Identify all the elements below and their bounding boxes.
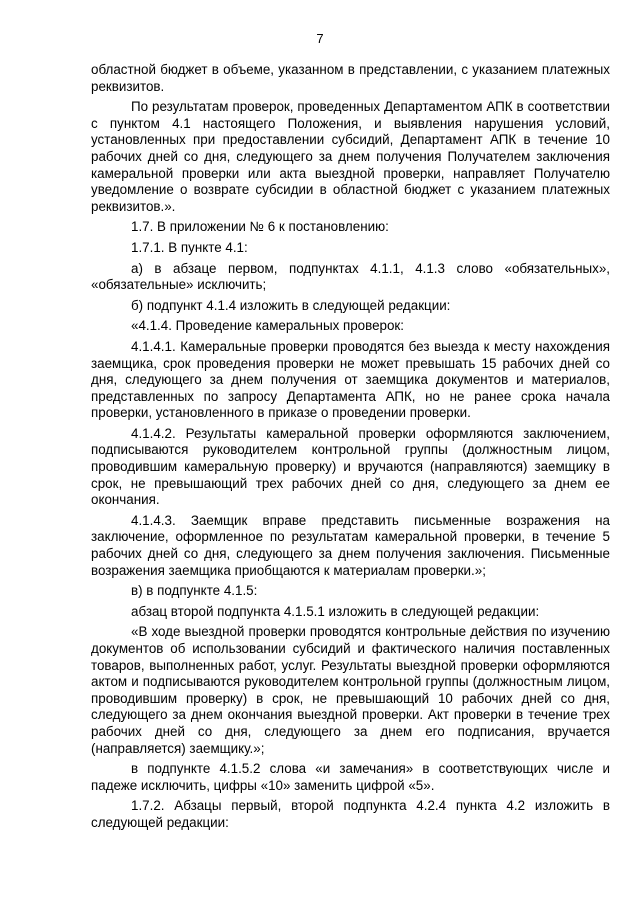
paragraph-subitem-a: а) в абзаце первом, подпунктах 4.1.1, 4.1.3 слово «обязательных», «обязательные» исключить; bbox=[91, 260, 610, 293]
document-body bbox=[91, 62, 610, 836]
paragraph-4-1-4-2: 4.1.4.2. Результаты камеральной проверки оформляются заключением, подписываются руководителем контрольной группы (должностным лицом, проводившим камеральную проверку) и вручаются (направляются) заемщику в срок, не превышающий трех рабочих дней со дня, следующего за днем ее окончания. bbox=[91, 425, 610, 508]
paragraph-item-1-7-2: 1.7.2. Абзацы первый, второй подпункта 4.2.4 пункта 4.2 изложить в следующей редакции: bbox=[91, 798, 610, 830]
paragraph-subitem-v: в) в подпункте 4.1.5: bbox=[131, 583, 258, 599]
paragraph-4-1-5-1-intro: абзац второй подпункта 4.1.5.1 изложить в следующей редакции: bbox=[131, 603, 540, 619]
paragraph-item-1-7-1: 1.7.1. В пункте 4.1: bbox=[131, 239, 248, 255]
paragraph-field-inspection: «В ходе выездной проверки проводятся контрольные действия по изучению документов об использовании субсидий и фактического наличия поставленных товаров, выполненных работ, услуг. Результаты выездной проверки оформляются актом и подписываются руководителем контрольной группы (должностным лицом, проводившим проверку) в срок, не превышающий 10 рабочих дней со дня, следующего за днем окончания выездной проверки. Акт проверки в течение трех рабочих дней со дня, следующего за днем его подписания, вручается (направляется) заемщику.»; bbox=[91, 624, 610, 756]
paragraph-subitem-b: б) подпункт 4.1.4 изложить в следующей редакции: bbox=[131, 297, 451, 313]
paragraph-appendix-6: 1.7. В приложении № 6 к постановлению: bbox=[131, 219, 389, 235]
page-number: 7 bbox=[316, 31, 324, 46]
paragraph-4-1-4-3: 4.1.4.3. Заемщик вправе представить письменные возражения на заключение, оформленное по результатам камеральной проверки, в течение 5 рабочих дней со дня, следующего за днем получения заключения. Письменные возражения заемщика приобщаются к материалам проверки.»; bbox=[91, 512, 610, 578]
paragraph-continuation: областной бюджет в объеме, указанном в представлении, с указанием платежных реквизитов. bbox=[91, 62, 610, 94]
paragraph-4-1-5-2: в подпункте 4.1.5.2 слова «и замечания» в соответствующих числе и падеже исключить, цифры «10» заменить цифрой «5». bbox=[91, 761, 610, 793]
paragraph-4-1-4-heading: «4.1.4. Проведение камеральных проверок: bbox=[131, 318, 405, 334]
paragraph-4-1-4-1: 4.1.4.1. Камеральные проверки проводятся без выезда к месту нахождения заемщика, срок проведения проверки не может превышать 15 рабочих дней со дня, следующего за днем получения от заемщика документов и материалов, представленных по запросу Департамента АПК, но не ранее срока начала проверки, установленного в приказе о проведении проверки. bbox=[91, 338, 610, 421]
paragraph-return-notice: По результатам проверок, проведенных Департаментом АПК в соответствии с пунктом 4.1 настоящего Положения, и выявления нарушения условий, установленных при предоставлении субсидий, Департамент АПК в течение 10 рабочих дней со дня, следующего за днем получения Получателем заключения камеральной проверки или акта выездной проверки, направляет Получателю уведомление о возврате субсидии в областной бюджет с указанием платежных реквизитов.». bbox=[91, 99, 610, 214]
